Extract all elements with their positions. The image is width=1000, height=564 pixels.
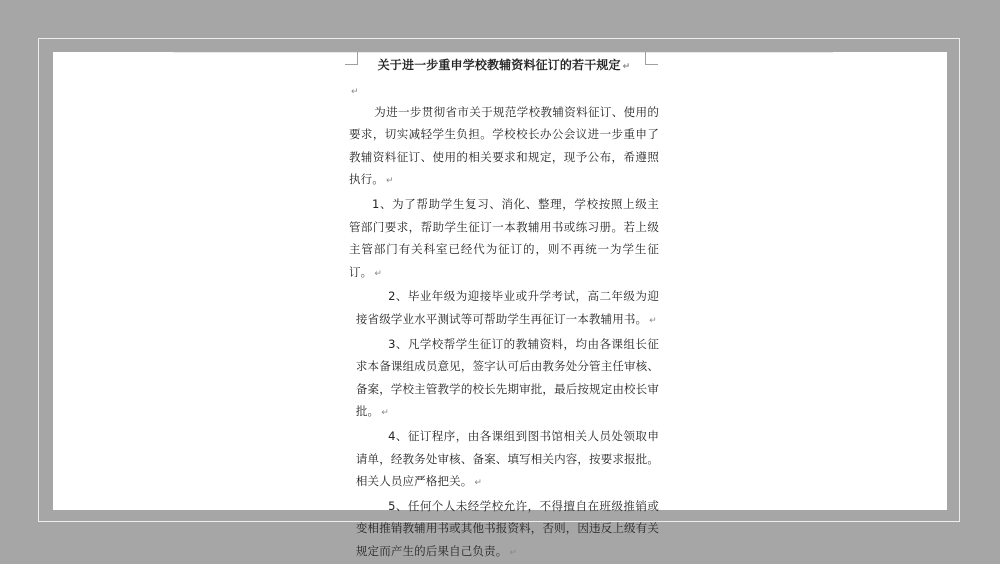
paragraph-mark: ↵: [622, 62, 631, 72]
paragraph-mark: ↵: [649, 315, 657, 326]
paragraph-mark: ↵: [474, 478, 483, 489]
paragraph-mark: ↵: [381, 408, 389, 419]
document-body: [349, 52, 659, 564]
document-title: 关于进一步重申学校教辅资料征订的若干规定 ↵: [377, 58, 631, 72]
paragraph-item-4: 4、征订程序，由各课组到图书馆相关人员处领取申请单，经教务处审核、备案、填写相关内容，按要求报批。相关人员应严格把关。 ↵: [355, 428, 659, 489]
paragraph-item-5: 5、任何个人未经学校允许，不得擅自在班级推销或变相推销教辅用书或其他书报资料，否则，因违反上级有关规定而产生的后果自己负责。 ↵: [355, 498, 659, 558]
paragraph-item-2: 2、毕业年级为迎接毕业或升学考试，高二年级为迎接省级学业水平测试等可帮助学生再征订一本教辅用书。 ↵: [355, 289, 659, 326]
paragraph-item-1: 1、为了帮助学生复习、消化、整理，学校按照上级主管部门要求，帮助学生征订一本教辅用书或练习册。若上级主管部门有关科室已经代为征订的，则不再统一为学生征订。 ↵: [349, 196, 659, 279]
paragraph-mark: ↵: [374, 268, 383, 279]
paragraph-intro: 为进一步贯彻省市关于规范学校教辅资料征订、使用的要求，切实减轻学生负担。学校校长办公会议进一步重申了教辅资料征订、使用的相关要求和规定，现予公布，希遵照执行。 ↵: [349, 104, 659, 187]
blank-line: [349, 79, 659, 101]
document-page: [53, 52, 947, 558]
paragraph-item-3: 3、凡学校帮学生征订的教辅资料，均由各课组长征求本备课组成员意见，签字认可后由教务处分管主任审核、备案，学校主管教学的校长先期审批，最后按规定由校长审批。 ↵: [355, 336, 659, 419]
paragraph-mark: ↵: [509, 547, 518, 558]
paragraph-mark: ↵: [351, 86, 359, 97]
paragraph-mark: ↵: [385, 176, 394, 187]
